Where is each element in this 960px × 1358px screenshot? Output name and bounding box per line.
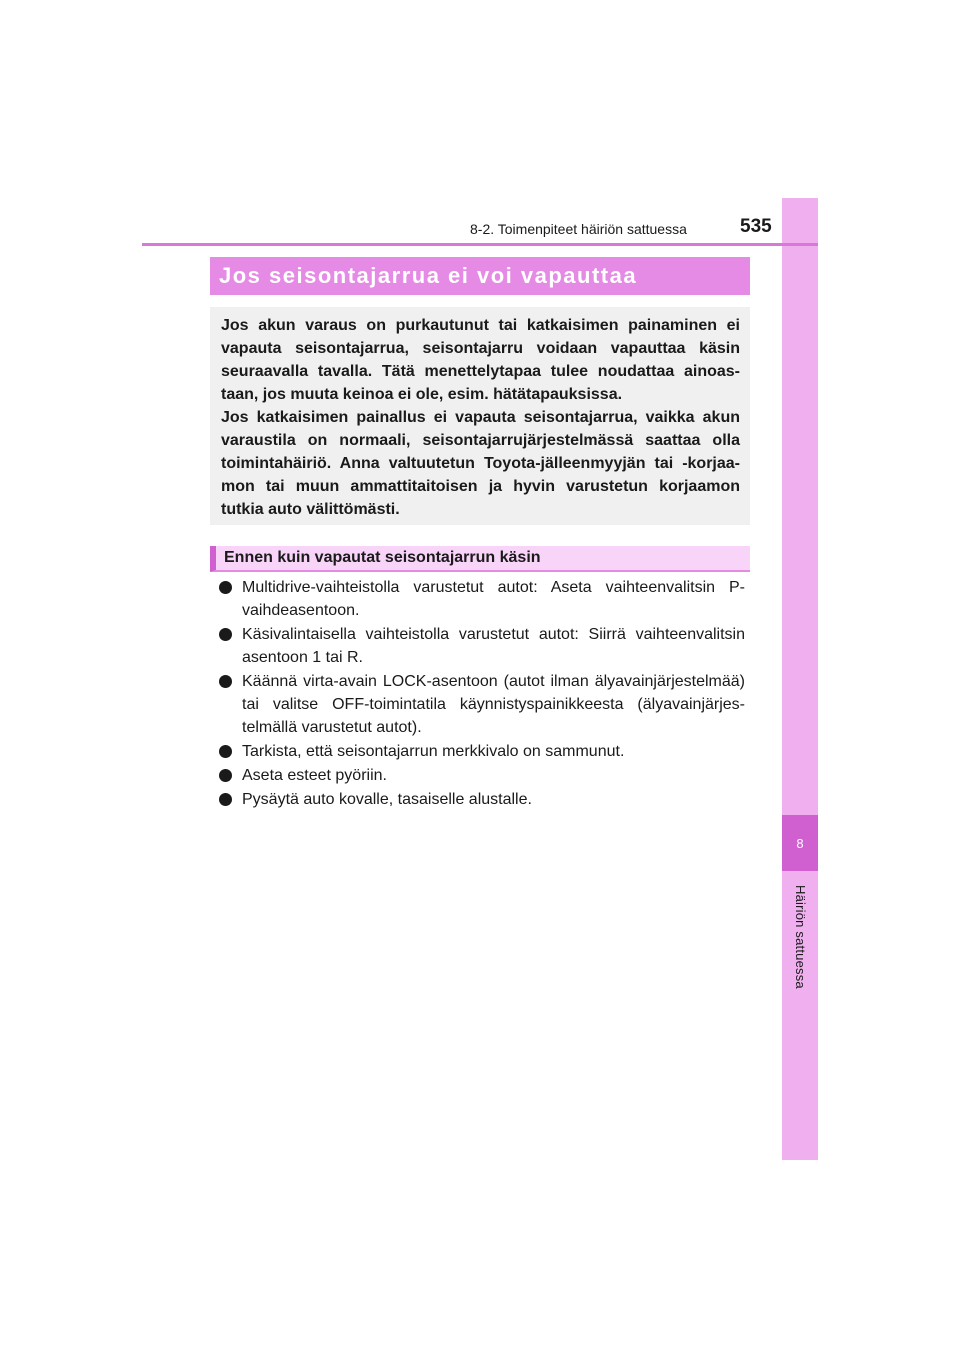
list-item [218, 670, 745, 739]
bullet-icon [219, 581, 232, 594]
list-item [218, 740, 745, 763]
list-item-text: Käsivalintaisella vaihteistolla varustetut autot: Siirrä vaihteenvalitsin asentoon 1 tai R. [242, 626, 745, 666]
list-item-text: Pysäytä auto kovalle, tasaiselle alustalle. [242, 791, 532, 808]
header-divider [142, 243, 818, 246]
chapter-title: Häiriön sattuessa [793, 885, 808, 989]
list-item [218, 788, 745, 811]
title-bar [210, 257, 750, 295]
bullet-icon [219, 793, 232, 806]
page-number: 535 [740, 216, 772, 237]
bullet-icon [219, 769, 232, 782]
chapter-number-tab [782, 815, 818, 871]
list-item-text: Multidrive-vaihteistolla varustetut autot: Aseta vaihteenvalitsin P-vaihdeasentoon. [242, 579, 745, 619]
intro-box [210, 307, 750, 525]
list-item-text: Tarkista, että seisontajarrun merkkivalo on sammunut. [242, 743, 625, 760]
list-item [218, 576, 745, 622]
bullet-icon [219, 628, 232, 641]
subheading-bar [210, 546, 750, 572]
intro-paragraph-1: Jos akun varaus on purkautunut tai katkaisimen painaminen ei vapauta seisontajarrua, seisontajarru voidaan vapauttaa käsin seuraavalla tavalla. Tätä menettelytapaa tulee noudattaa ainoas-taan, jos muuta keinoa ei ole, esim. hätätapauksissa. [221, 317, 740, 403]
bullet-icon [219, 745, 232, 758]
intro-paragraph-2: Jos katkaisimen painallus ei vapauta seisontajarrua, vaikka akun varaustila on normaali, seisontajarrujärjestelmässä saattaa olla toimintahäiriö. Anna valtuutetun Toyota-jälleenmyyjän tai -korjaa-mon tai muun ammattitaitoisen ja hyvin varustetun korjaamon tutkia auto välittömästi. [221, 409, 740, 518]
list-item [218, 764, 745, 787]
subheading: Ennen kuin vapautat seisontajarrun käsin [224, 549, 541, 566]
section-header: 8-2. Toimenpiteet häiriön sattuessa [470, 221, 687, 237]
chapter-side-tab [782, 198, 818, 1160]
list-item [218, 623, 745, 669]
page-title: Jos seisontajarrua ei voi vapauttaa [219, 263, 638, 288]
chapter-number: 8 [796, 835, 804, 851]
bullet-icon [219, 675, 232, 688]
list-item-text: Käännä virta-avain LOCK-asentoon (autot ilman älyavainjärjestelmää) tai valitse OFF-toimintatila käynnistyspainikkeesta (älyavainjärjes-telmällä varustetut autot). [242, 673, 745, 736]
list-item-text: Aseta esteet pyöriin. [242, 767, 387, 784]
bullet-list [218, 576, 745, 812]
